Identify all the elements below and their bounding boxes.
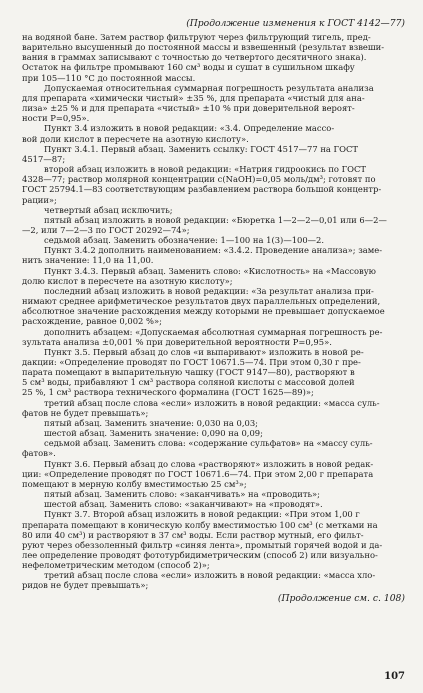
text-line: фатов».: [22, 448, 56, 459]
text-line: пятый абзац. Заменить значение: 0,030 на 0,03;: [44, 417, 259, 428]
text-line: шестой абзац. Заменить слово: «заканчивают» на «проводят».: [44, 499, 323, 510]
text-line: помещают в мерную колбу вместимостью 25 см³»;: [22, 478, 247, 489]
text-line: лиза» ±25 % и для препарата «чистый» ±10 % при доверительной вероят-: [22, 103, 355, 114]
text-line: фатов не будет превышать»;: [22, 407, 149, 418]
text-line: рации»;: [22, 194, 57, 205]
text-line: четвертый абзац исключить;: [44, 204, 173, 215]
text-line: Допускаемая относительная суммарная погрешность результата анализа: [44, 82, 374, 93]
text-line: Пункт 3.4 изложить в новой редакции: «3.4. Определение массо-: [44, 123, 335, 134]
text-line: третий абзац после слова «если» изложить в новой редакции: «масса хло-: [44, 570, 376, 581]
text-line: седьмой абзац. Заменить слова: «содержание сульфатов» на «массу суль-: [44, 438, 373, 449]
text-line: последний абзац изложить в новой редакции: «За результат анализа при-: [44, 285, 374, 296]
text-line: лее определение проводят фототурбидиметрическим (способ 2) или визуально-: [22, 549, 378, 560]
text-line: вой доли кислот в пересчете на азотную кислоту».: [22, 133, 249, 144]
text-line: ГОСТ 25794.1—83 соответствующим разбавлением раствора большой концентр-: [22, 184, 382, 195]
text-line: пятый абзац. Заменить слово: «заканчивать» на «проводить»;: [44, 489, 320, 500]
text-line: —2, или 7—2—3 по ГОСТ 20292—74»;: [22, 224, 190, 235]
text-line: нефелометрическим методом (способ 2)»;: [22, 560, 210, 571]
text-line: парата помещают в выпарительную чашку (ГОСТ 9147—80), растворяют в: [22, 367, 355, 378]
text-line: варительно высушенный до постоянной массы и взвешенный (результат взвеши-: [22, 42, 385, 53]
text-line: руют через обеззоленный фильтр «синяя лента», промытый горячей водой и да-: [22, 539, 383, 550]
text-line: дополнить абзацем: «Допускаемая абсолютная суммарная погрешность ре-: [44, 326, 383, 337]
text-line: 25 %, 1 см³ раствора технического формалина (ГОСТ 1625—89)»;: [22, 387, 314, 398]
text-line: расхождение, равное 0,002 %»;: [22, 316, 162, 327]
text-line: пятый абзац изложить в новой редакции: «Бюретка 1—2—2—0,01 или 6—2—: [44, 214, 387, 225]
text-line: дакции: «Определение проводят по ГОСТ 10671.5—74. При этом 0,30 г пре-: [22, 357, 361, 367]
text-line: Пункт 3.7. Второй абзац изложить в новой редакции: «При этом 1,00 г: [44, 509, 360, 520]
text-line: зультата анализа ±0,001 % при доверительной вероятности P=0,95».: [22, 336, 332, 347]
document-body: [22, 32, 407, 591]
text-line: Пункт 3.4.1. Первый абзац. Заменить ссылку: ГОСТ 4517—77 на ГОСТ: [44, 143, 358, 154]
text-line: 5 см³ воды, прибавляют 1 см³ раствора соляной кислоты с массовой долей: [22, 377, 355, 388]
text-line: при 105—110 °С до постоянной массы.: [22, 72, 196, 83]
text-line: третий абзац после слова «если» изложить в новой редакции: «масса суль-: [44, 397, 380, 408]
text-line: для препарата «химически чистый» ±35 %, для препарата «чистый для ана-: [22, 92, 365, 103]
page-number: 107: [384, 670, 405, 682]
text-line: препарата помещают в коническую колбу вместимостью 100 см³ (с метками на: [22, 519, 378, 530]
text-line: долю кислот в пересчете на азотную кислоту»;: [22, 275, 233, 286]
running-header: (Продолжение изменения к ГОСТ 4142—77): [186, 18, 405, 29]
continuation-note: (Продолжение см. с. 108): [277, 592, 405, 604]
text-line: нить значение: 11,0 на 11,00.: [22, 255, 154, 266]
text-line: Пункт 3.4.2 дополнить наименованием: «3.4.2. Проведение анализа»; заме-: [44, 245, 383, 256]
text-line: Пункт 3.5. Первый абзац до слов «и выпаривают» изложить в новой ре-: [44, 346, 364, 357]
text-line: 4517—87;: [22, 153, 66, 164]
text-line: ридов не будет превышать»;: [22, 580, 149, 591]
text-line: шестой абзац. Заменить значение: 0,090 на 0,09;: [44, 428, 263, 439]
text-line: Пункт 3.6. Первый абзац до слова «растворяют» изложить в новой редак-: [44, 458, 374, 469]
text-line: седьмой абзац. Заменить обозначение: 1—100 на 1(3)—100—2.: [44, 235, 325, 246]
text-line: на водяной бане. Затем раствор фильтруют через фильтрующий тигель, пред-: [22, 32, 371, 42]
text-line: Остаток на фильтре промывают 160 см³ воды и сушат в сушильном шкафу: [22, 62, 355, 73]
text-line: нимают среднее арифметическое результатов двух параллельных определений,: [22, 296, 381, 307]
text-line: вания в граммах записывают с точностью до четвертого десятичного знака).: [22, 52, 367, 63]
text-line: 4328—77; раствор молярной концентрации c(NaOH)=0,05 моль/дм³; готовят по: [22, 174, 376, 185]
text-line: Пункт 3.4.3. Первый абзац. Заменить слово: «Кислотность» на «Массовую: [44, 265, 376, 276]
text-line: абсолютное значение расхождения между которыми не превышает допускаемое: [22, 306, 385, 317]
text-line: 80 или 40 см³) и растворяют в 37 см³ воды. Если раствор мутный, его фильт-: [22, 529, 364, 540]
text-line: ции: «Определение проводят по ГОСТ 10671.6—74. При этом 2,00 г препарата: [22, 468, 374, 479]
text-line: второй абзац изложить в новой редакции: «Натрия гидроокись по ГОСТ: [44, 164, 367, 175]
text-line: ности P=0,95».: [22, 113, 90, 124]
